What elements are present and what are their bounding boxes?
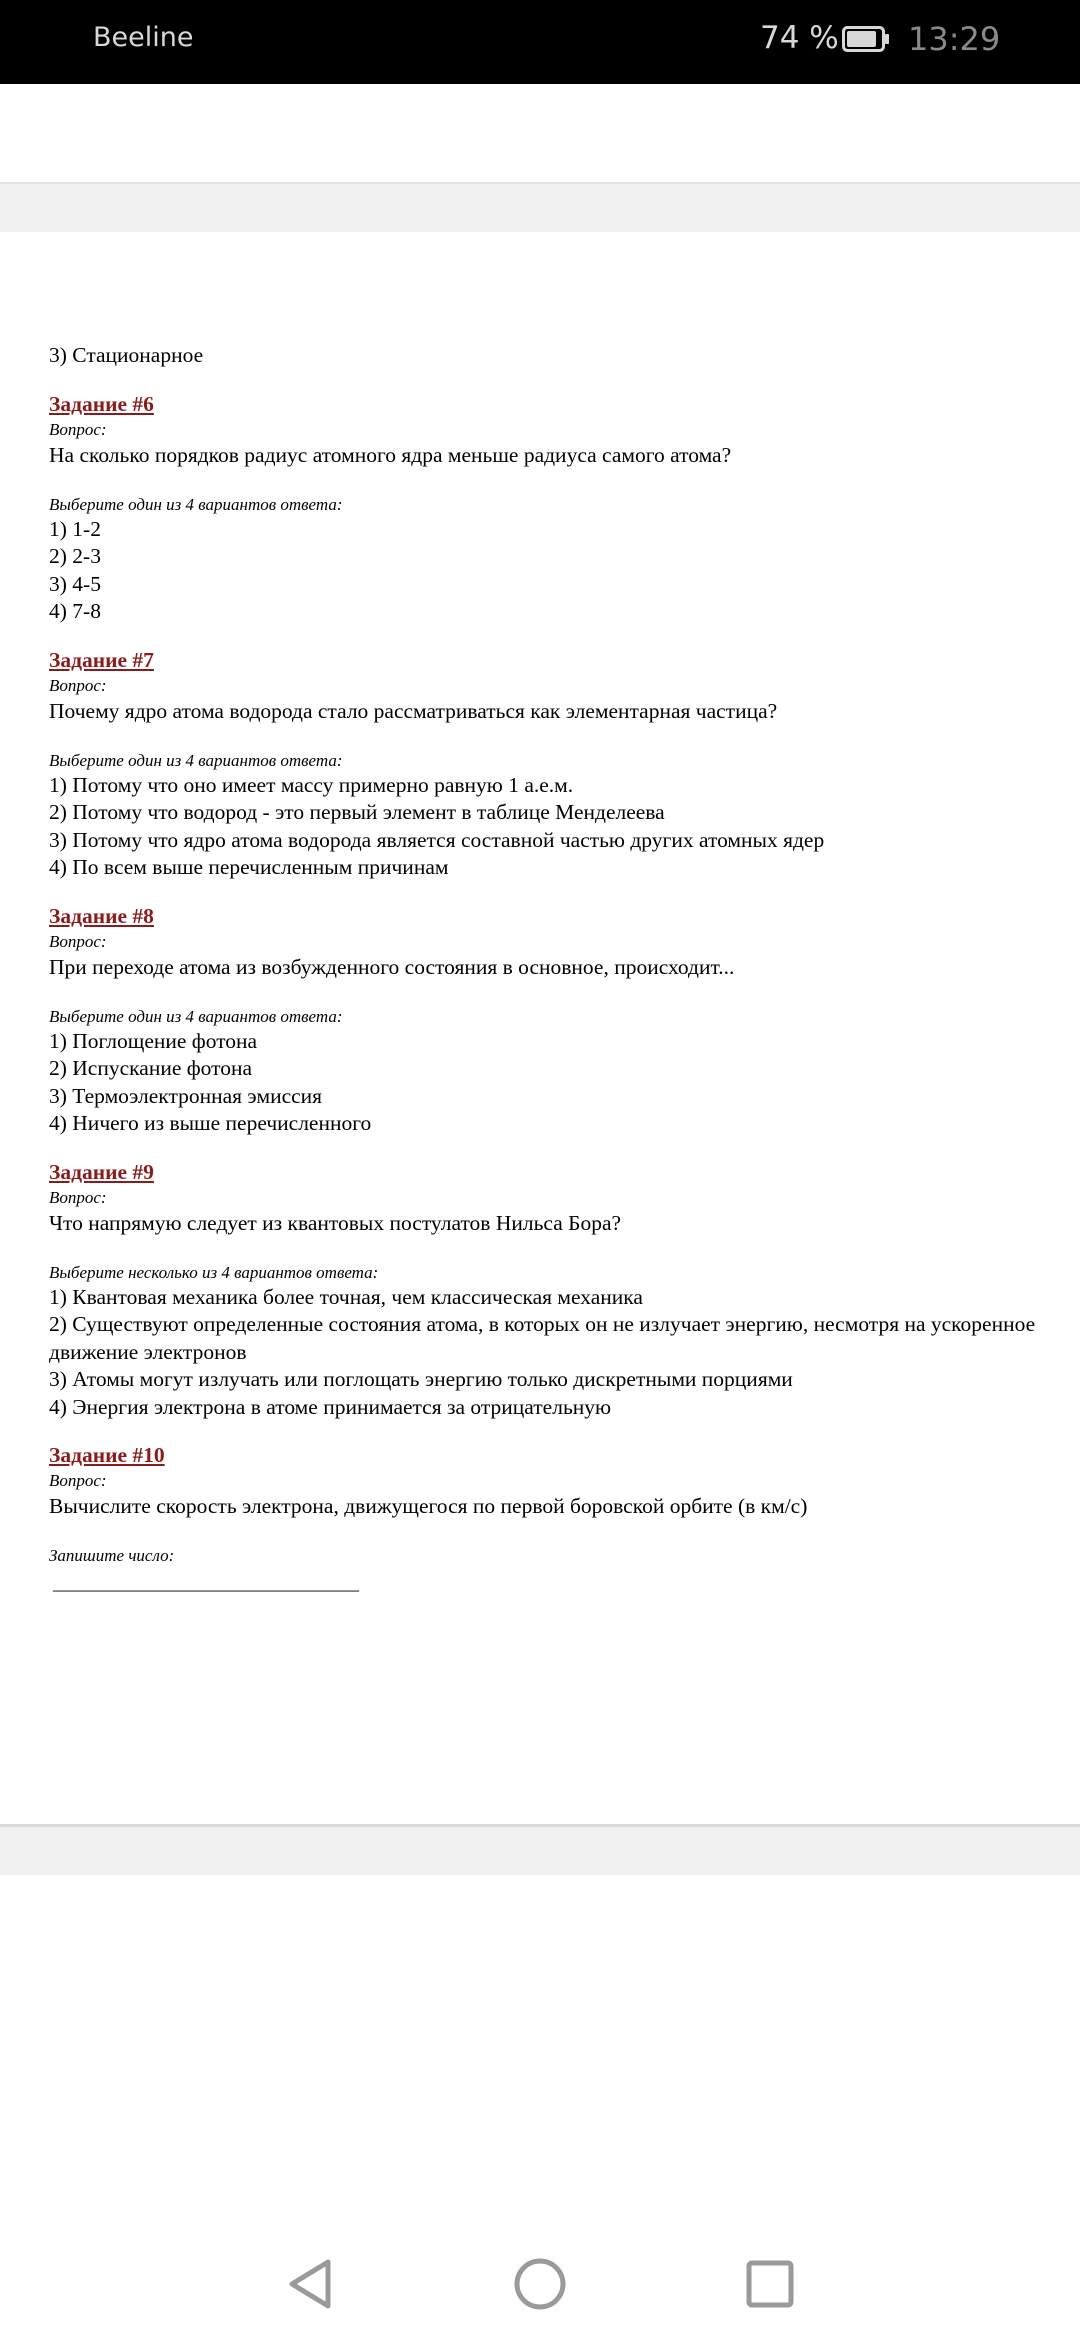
question-text: На сколько порядков радиус атомного ядра меньше радиуса самого атома?: [49, 442, 732, 467]
task-title: Задание #10: [49, 1443, 165, 1467]
answer-option: 4) По всем выше перечисленным причинам: [49, 855, 449, 879]
task-8: [49, 902, 1049, 1138]
answer-blank-line: __________________________________: [53, 1573, 359, 1593]
answer-option: 3) Термоэлектронная эмиссия: [49, 1083, 323, 1108]
answer-option: 4) Ничего из выше перечисленного: [49, 1111, 372, 1135]
question-label: Вопрос:: [49, 1471, 107, 1490]
previous-answer: 3) Стационарное: [49, 343, 204, 367]
carrier-name: Beeline: [93, 22, 194, 53]
answer-hint: Выберите один из 4 вариантов ответа:: [49, 1006, 343, 1026]
document-page[interactable]: [0, 232, 1080, 1824]
question-text: Вычислите скорость электрона, движущегося по первой боровской орбите (в км/с): [49, 1494, 808, 1518]
answer-option: 4) Энергия электрона в атоме принимается за отрицательную: [49, 1394, 612, 1419]
battery-icon: [842, 26, 890, 52]
page-separator-bottom: [0, 1824, 1080, 1875]
question-text: Что напрямую следует из квантовых постулатов Нильса Бора?: [49, 1210, 622, 1235]
task-10: [49, 1441, 1049, 1595]
back-triangle-icon[interactable]: [280, 2254, 340, 2314]
answer-hint: Выберите один из 4 вариантов ответа:: [49, 750, 343, 770]
answer-hint: Выберите несколько из 4 вариантов ответа:: [49, 1262, 379, 1282]
answer-option: 2) 2-3: [49, 544, 101, 568]
answer-option: 3) Атомы могут излучать или поглощать энергию только дискретными порциями: [49, 1367, 793, 1391]
task-title: Задание #9: [49, 1159, 154, 1184]
answer-option: 1) Квантовая механика более точная, чем классическая механика: [49, 1284, 643, 1309]
question-label: Вопрос:: [49, 931, 107, 951]
answer-option: 1) Поглощение фотона: [49, 1028, 258, 1053]
task-6: [49, 390, 1049, 626]
task-7: [49, 646, 1049, 882]
task-title: Задание #7: [49, 647, 154, 672]
recents-square-icon[interactable]: [740, 2254, 800, 2314]
answer-option: 2) Потому что водород - это первый элемент в таблице Менделеева: [49, 800, 665, 824]
navigation-bar: [0, 2220, 1080, 2340]
page-separator-top: [0, 182, 1080, 234]
task-title: Задание #8: [49, 903, 154, 928]
answer-hint: Запишите число:: [49, 1546, 175, 1565]
task-title: Задание #6: [49, 391, 154, 416]
status-clock: 13:29: [908, 20, 1001, 58]
question-label: Вопрос:: [49, 419, 107, 439]
answer-option: 2) Испускание фотона: [49, 1056, 253, 1080]
answer-option: 4) 7-8: [49, 599, 101, 623]
question-label: Вопрос:: [49, 675, 107, 695]
answer-option: 3) Потому что ядро атома водорода является составной частью других атомных ядер: [49, 827, 825, 852]
answer-option: 3) 4-5: [49, 571, 101, 596]
answer-hint: Выберите один из 4 вариантов ответа:: [49, 494, 343, 514]
status-bar: [0, 0, 1080, 84]
document-content: [49, 342, 1049, 1595]
answer-option: 1) Потому что оно имеет массу примерно равную 1 а.е.м.: [49, 772, 574, 797]
home-circle-icon[interactable]: [510, 2254, 570, 2314]
task-9: [49, 1158, 1049, 1422]
question-text: При переходе атома из возбужденного состояния в основное, происходит...: [49, 954, 735, 979]
answer-option: 2) Существуют определенные состояния атома, в которых он не излучает энергию, несмотря на ускоренное движение электронов: [49, 1312, 1036, 1364]
question-text: Почему ядро атома водорода стало рассматриваться как элементарная частица?: [49, 698, 778, 723]
battery-percent: 74 %: [760, 20, 839, 56]
answer-option: 1) 1-2: [49, 516, 101, 541]
question-label: Вопрос:: [49, 1187, 107, 1207]
